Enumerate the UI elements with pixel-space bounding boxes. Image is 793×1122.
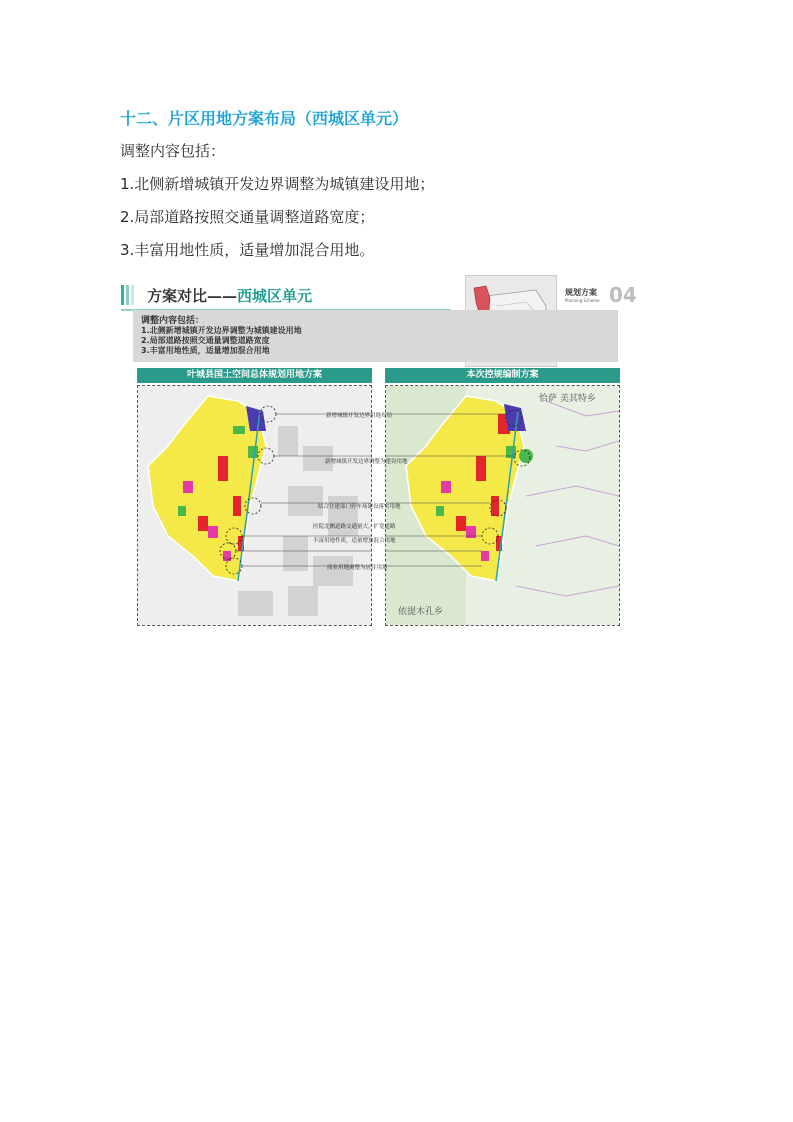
summary-title: 调整内容包括： bbox=[141, 316, 205, 326]
figure-title-prefix: 方案对比—— bbox=[147, 287, 238, 305]
section-heading: 十二、片区用地方案布局（西城区单元） bbox=[120, 109, 409, 128]
callout-6: 商业用地调整为居住用地 bbox=[327, 565, 388, 571]
brand-title: 规划方案 bbox=[565, 288, 597, 297]
title-bars-decoration bbox=[121, 285, 127, 305]
adjustment-summary-box bbox=[133, 310, 618, 362]
figure-title bbox=[147, 285, 312, 306]
callout-3: 结合住建部门停车场建设落实用地 bbox=[318, 504, 401, 510]
summary-item-1: 1.北侧新增城镇开发边界调整为城镇建设用地 bbox=[141, 326, 302, 335]
callout-1: 新增城镇开发边界用地布局 bbox=[326, 413, 393, 419]
callout-4: 医院北侧道路交通量大，扩宽道路 bbox=[313, 524, 396, 530]
map-label-top-right: 恰萨 美其特乡 bbox=[539, 394, 596, 404]
list-item-2: 2.局部道路按照交通量调整道路宽度； bbox=[120, 208, 375, 226]
callout-5: 丰富用地性质，适量增加混合用地 bbox=[313, 538, 396, 544]
list-item-1: 1.北侧新增城镇开发边界调整为城镇建设用地； bbox=[120, 175, 435, 193]
list-item-3: 3.丰富用地性质，适量增加混合用地。 bbox=[120, 241, 375, 259]
right-panel-title: 本次控规编制方案 bbox=[385, 368, 620, 383]
left-panel-title: 叶城县国土空间总体规划用地方案 bbox=[137, 368, 372, 383]
right-map-panel bbox=[385, 368, 620, 626]
map-label-bottom-left: 依提木孔乡 bbox=[398, 607, 444, 617]
brand-subtitle: Planning Scheme bbox=[565, 298, 600, 303]
brand-number: 04 bbox=[609, 283, 637, 307]
intro-text: 调整内容包括： bbox=[120, 142, 226, 160]
callout-2: 新增城镇开发边界调整为建设用地 bbox=[325, 459, 408, 465]
summary-item-2: 2.局部道路按照交通量调整道路宽度 bbox=[141, 336, 270, 345]
comparison-figure bbox=[113, 273, 637, 628]
figure-title-accent: 西城区单元 bbox=[237, 287, 313, 305]
left-map-panel bbox=[137, 368, 372, 626]
summary-item-3: 3.丰富用地性质，适量增加混合用地 bbox=[141, 346, 270, 355]
right-land-use-map bbox=[385, 385, 620, 626]
